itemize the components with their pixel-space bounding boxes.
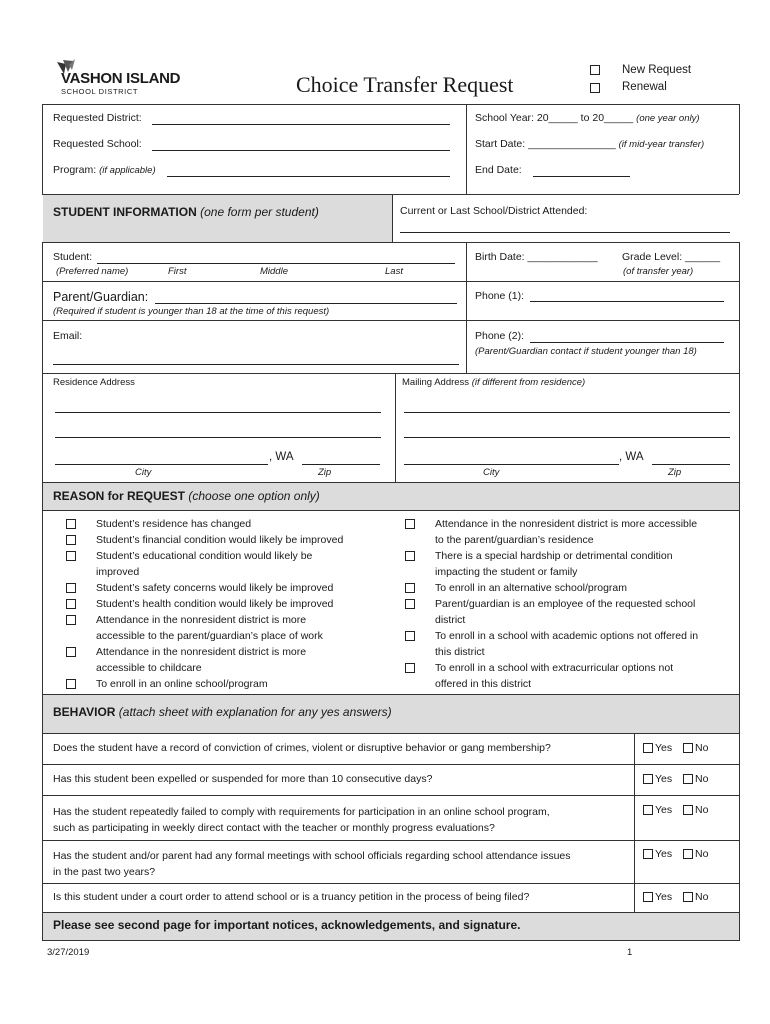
student-info-note: (one form per student) xyxy=(200,205,319,219)
new-request-checkbox[interactable] xyxy=(590,65,600,75)
first-name-caption: First xyxy=(168,266,187,277)
q2-no-label: No xyxy=(695,773,709,785)
q1-no-label: No xyxy=(695,742,709,754)
program-note: (if applicable) xyxy=(99,165,156,176)
parent-name-label: Parent/Guardian: xyxy=(53,290,149,304)
residence-city-field[interactable] xyxy=(55,464,268,465)
mailing-line-1[interactable] xyxy=(404,412,730,413)
phone2-note: (Parent/Guardian contact if student younger than 18) xyxy=(475,346,697,357)
behavior-question-1: Does the student have a record of conviction of crimes, violent or disruptive behavior or gang membership? xyxy=(53,742,551,754)
mailing-address-text: Mailing Address xyxy=(402,377,470,388)
q2-yes-checkbox[interactable] xyxy=(643,774,653,784)
q5-no-label: No xyxy=(695,891,709,903)
reason-right-line: to the parent/guardian’s residence xyxy=(435,534,594,546)
reason-left-line: Attendance in the nonresident district is more xyxy=(96,646,307,658)
q1-yes-checkbox[interactable] xyxy=(643,743,653,753)
q3-no-label: No xyxy=(695,804,709,816)
reason-left-line: Student’s financial condition would likely be improved xyxy=(96,534,344,546)
phone2-field[interactable] xyxy=(530,342,724,343)
reason-left-line: Student’s residence has changed xyxy=(96,518,252,530)
behavior-title: BEHAVIOR xyxy=(53,705,116,719)
reason-alternative-checkbox[interactable] xyxy=(405,583,415,593)
q4-yes-label: Yes xyxy=(655,848,673,860)
renewal-label: Renewal xyxy=(622,81,667,93)
q3-yes-label: Yes xyxy=(655,804,673,816)
reason-left-line: accessible to childcare xyxy=(96,662,202,674)
q3-line: such as participating in weekly direct contact with the teacher or monthly progress evaluations? xyxy=(53,822,495,834)
parent-name-field[interactable] xyxy=(155,303,457,304)
reason-right-line: offered in this district xyxy=(435,678,532,690)
requested-school-field[interactable] xyxy=(152,150,450,151)
form-date: 3/27/2019 xyxy=(47,947,90,958)
parent-required-note: (Required if student is younger than 18 at the time of this request) xyxy=(53,306,330,317)
student-name-label: Student: xyxy=(53,251,93,263)
reason-heading xyxy=(53,489,320,503)
reason-safety-checkbox[interactable] xyxy=(66,583,76,593)
reason-right-line: There is a special hardship or detrimental condition xyxy=(435,550,673,562)
requested-district-label: Requested District: xyxy=(53,112,142,124)
email-field[interactable] xyxy=(53,364,459,365)
residence-state: , WA xyxy=(269,451,294,463)
end-date-field[interactable] xyxy=(533,176,630,177)
residence-address-label: Residence Address xyxy=(53,377,135,388)
mailing-state: , WA xyxy=(619,451,644,463)
program-label xyxy=(53,164,156,176)
reason-right-line: district xyxy=(435,614,466,626)
reason-right-line: impacting the student or family xyxy=(435,566,578,578)
reason-note: (choose one option only) xyxy=(188,489,320,503)
student-info-title: STUDENT INFORMATION xyxy=(53,205,197,219)
form-title: Choice Transfer Request xyxy=(296,72,514,97)
requested-district-field[interactable] xyxy=(152,124,450,125)
reason-hardship-checkbox[interactable] xyxy=(405,551,415,561)
mailing-zip-field[interactable] xyxy=(652,464,730,465)
school-year-note: (one year only) xyxy=(636,113,700,124)
behavior-heading xyxy=(53,705,392,719)
requested-school-label: Requested School: xyxy=(53,138,142,150)
mailing-line-2[interactable] xyxy=(404,437,730,438)
reason-childcare-checkbox[interactable] xyxy=(66,647,76,657)
start-date-note: (if mid-year transfer) xyxy=(618,139,705,150)
mailing-city-field[interactable] xyxy=(404,464,619,465)
logo-name: VASHON ISLAND xyxy=(61,70,181,87)
q4-line: Has the student and/or parent had any formal meetings with school officials regarding school attendance issues xyxy=(53,850,571,862)
reason-residence-changed-checkbox[interactable] xyxy=(66,519,76,529)
last-school-field[interactable] xyxy=(400,232,730,233)
q4-no-checkbox[interactable] xyxy=(683,849,693,859)
district-logo xyxy=(55,58,190,98)
reason-right-line: To enroll in a school with extracurricular options not xyxy=(435,662,674,674)
reason-right-list xyxy=(435,516,698,692)
reason-right-line: Attendance in the nonresident district is more accessible xyxy=(435,518,698,530)
middle-name-caption: Middle xyxy=(260,266,288,277)
program-label-text: Program: xyxy=(53,164,97,176)
page-number: 1 xyxy=(627,947,633,958)
reason-right-line: Parent/guardian is an employee of the requested school xyxy=(435,598,696,610)
residence-city-caption: City xyxy=(135,467,152,478)
reason-academic-checkbox[interactable] xyxy=(405,631,415,641)
residence-line-1[interactable] xyxy=(55,412,381,413)
reason-left-list xyxy=(96,516,343,692)
reason-online-checkbox[interactable] xyxy=(66,679,76,689)
phone2-label: Phone (2): xyxy=(475,330,525,342)
start-date-label: Start Date: _______________ xyxy=(475,138,616,150)
school-year-label: School Year: 20_____ to 20_____ xyxy=(475,112,634,124)
student-info-heading xyxy=(53,205,319,219)
email-label: Email: xyxy=(53,330,83,342)
reason-left-line: accessible to the parent/guardian’s place of work xyxy=(96,630,323,642)
q4-yes-checkbox[interactable] xyxy=(643,849,653,859)
residence-zip-field[interactable] xyxy=(302,464,380,465)
reason-right-line: this district xyxy=(435,646,485,658)
reason-parent-employee-checkbox[interactable] xyxy=(405,599,415,609)
q1-yes-label: Yes xyxy=(655,742,673,754)
reason-parent-residence-checkbox[interactable] xyxy=(405,519,415,529)
start-date-field[interactable] xyxy=(475,138,704,150)
reason-right-line: To enroll in a school with academic options not offered in xyxy=(435,630,699,642)
q5-no-checkbox[interactable] xyxy=(683,892,693,902)
behavior-question-2: Has this student been expelled or suspended for more than 10 consecutive days? xyxy=(53,773,433,785)
grade-level-field[interactable]: Grade Level: ______ xyxy=(622,251,721,263)
new-request-label: New Request xyxy=(622,64,692,76)
end-date-label: End Date: xyxy=(475,164,522,176)
q5-yes-checkbox[interactable] xyxy=(643,892,653,902)
student-name-field[interactable] xyxy=(97,263,455,264)
q3-line: Has the student repeatedly failed to comply with requirements for participation in an online school program, xyxy=(53,806,550,818)
mailing-address-note: (if different from residence) xyxy=(471,377,586,388)
behavior-note: (attach sheet with explanation for any yes answers) xyxy=(118,705,392,719)
reason-right-line: To enroll in an alternative school/program xyxy=(435,582,628,594)
reason-left-line: Student’s safety concerns would likely be improved xyxy=(96,582,334,594)
residence-zip-caption: Zip xyxy=(318,467,332,478)
last-name-caption: Last xyxy=(385,266,403,277)
q4-no-label: No xyxy=(695,848,709,860)
reason-extracurricular-checkbox[interactable] xyxy=(405,663,415,673)
reason-financial-checkbox[interactable] xyxy=(66,535,76,545)
reason-title: REASON for REQUEST xyxy=(53,489,186,503)
reason-parent-work-checkbox[interactable] xyxy=(66,615,76,625)
reason-left-line: Attendance in the nonresident district is more xyxy=(96,614,307,626)
mailing-city-caption: City xyxy=(483,467,500,478)
q1-no-checkbox[interactable] xyxy=(683,743,693,753)
reason-left-line: Student’s health condition would likely be improved xyxy=(96,598,334,610)
behavior-question-3 xyxy=(53,804,550,836)
school-year-field[interactable] xyxy=(475,112,700,124)
last-school-label: Current or Last School/District Attended: xyxy=(400,205,588,217)
reason-left-line: To enroll in an online school/program xyxy=(96,678,268,690)
q5-yes-label: Yes xyxy=(655,891,673,903)
behavior-question-5: Is this student under a court order to attend school or is a truancy petition in the process of being filed? xyxy=(53,891,530,903)
q2-yes-label: Yes xyxy=(655,773,673,785)
program-field[interactable] xyxy=(167,176,450,177)
mailing-address-label xyxy=(402,377,585,388)
reason-left-line: improved xyxy=(96,566,140,578)
q3-yes-checkbox[interactable] xyxy=(643,805,653,815)
second-page-note: Please see second page for important notices, acknowledgements, and signature. xyxy=(53,918,521,932)
phone1-field[interactable] xyxy=(530,301,724,302)
reason-educational-checkbox[interactable] xyxy=(66,551,76,561)
q2-no-checkbox[interactable] xyxy=(683,774,693,784)
reason-health-checkbox[interactable] xyxy=(66,599,76,609)
renewal-checkbox[interactable] xyxy=(590,83,600,93)
q4-line: in the past two years? xyxy=(53,866,156,878)
q3-no-checkbox[interactable] xyxy=(683,805,693,815)
residence-line-2[interactable] xyxy=(55,437,381,438)
behavior-question-4 xyxy=(53,848,571,880)
mailing-zip-caption: Zip xyxy=(668,467,682,478)
birth-date-field[interactable]: Birth Date: ____________ xyxy=(475,251,598,263)
phone1-label: Phone (1): xyxy=(475,290,525,302)
preferred-name-caption: (Preferred name) xyxy=(56,266,129,277)
grade-level-note: (of transfer year) xyxy=(623,266,694,277)
logo-subtitle: SCHOOL DISTRICT xyxy=(61,87,139,96)
reason-left-line: Student’s educational condition would likely be xyxy=(96,550,313,562)
